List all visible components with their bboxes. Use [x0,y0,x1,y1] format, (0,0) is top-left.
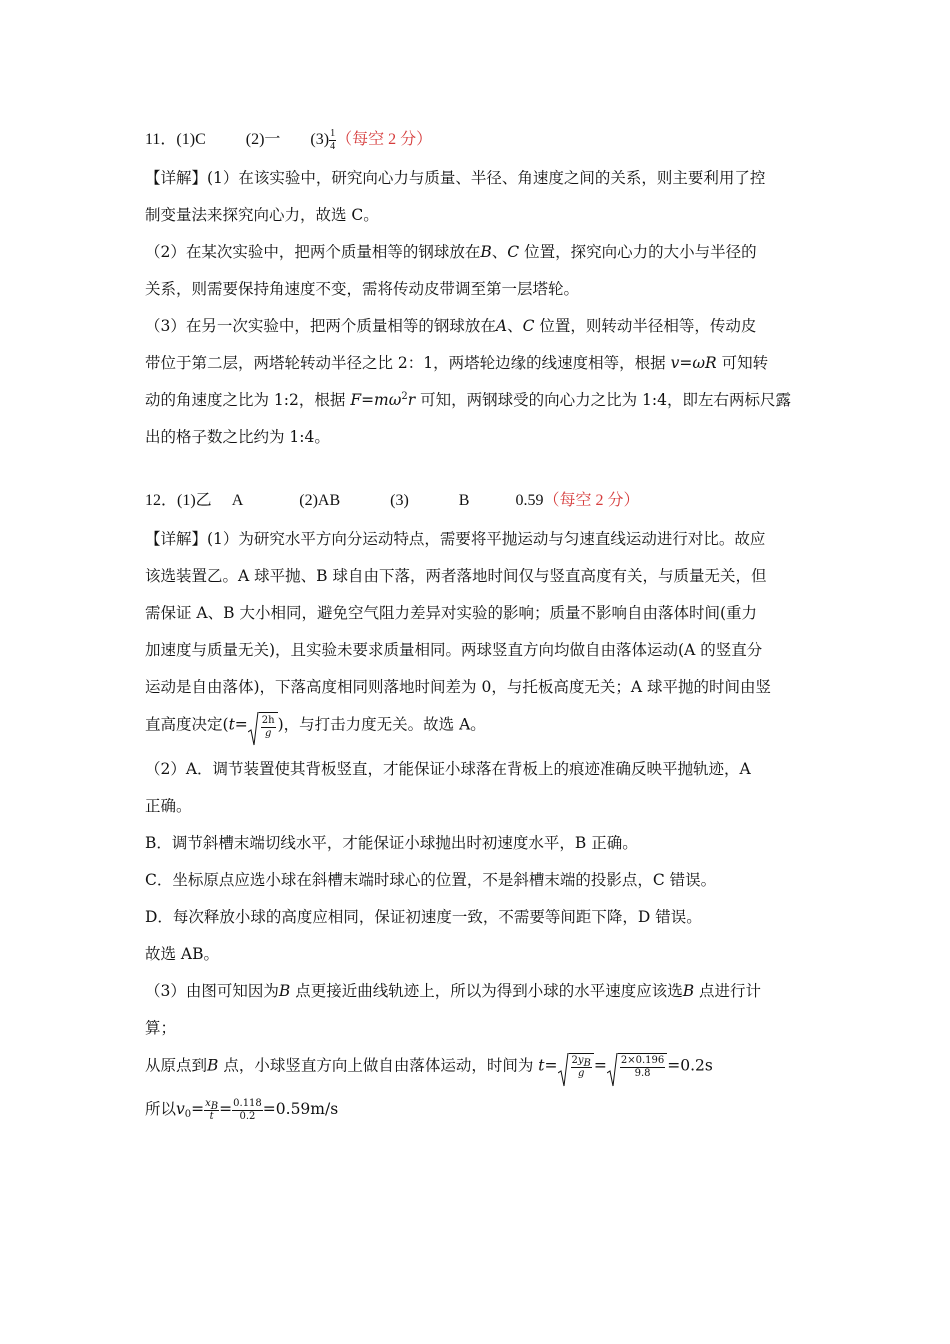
sqrt-2yb-over-g: $\frac{2y_B}{g}$ [558,1053,594,1080]
sqrt-numeric: $\frac{2\times 0.196}{9.8}$ [607,1053,667,1080]
q12-answer-3c: 0.59 [515,492,544,509]
q11-answer-line [145,128,813,152]
q11-explanation-3: （2）在某次实验中，把两个质量相等的钢球放在B、C 位置，探究向心力的大小与半径的 [145,243,757,261]
q11-explanation-1: 【详解】(1）在该实验中，研究向心力与质量、半径、角速度之间的关系，则主要利用了控 [145,169,766,187]
q12-explanation-5: 运动是自由落体)，下落高度相同则落地时间差为 0，与托板高度无关；A 球平抛的时间由竖 [145,678,771,696]
q11-explanation-8: 出的格子数之比约为 1:4。 [145,428,330,446]
q12-answer-1b: A [231,492,244,509]
formula-centripetal-force: F=mω [350,391,402,409]
q12-answer-3: (3) [390,492,409,509]
q12-answer-1: (1)乙 [177,492,212,509]
q12-answer-line [145,489,813,513]
q11-explanation-4: 关系，则需要保持角速度不变，需将传动皮带调至第一层塔轮。 [145,280,580,298]
q12-answer-3b: B [458,492,470,509]
q12-explanation-3: 需保证 A、B 大小相同，避免空气阻力差异对实验的影响；质量不影响自由落体时间(重力 [145,604,757,622]
q12-explanation-2: 该选装置乙。A 球平抛、B 球自由下落，两者落地时间仅与竖直高度有关，与质量无关，但 [145,567,767,585]
q12-explanation-14: 算； [145,1018,177,1037]
sqrt-2h-over-g: $\frac{2h}{g}$ [248,712,278,739]
q12-explanation-1: 【详解】(1）为研究水平方向分运动特点，需要将平抛运动与匀速直线运动进行对比。故应 [145,530,766,548]
q11-explanation-7: 动的角速度之比为 1:2，根据 $F=m\omega^2r$ 可知，两钢球受的向心力之比为 1:4，即左右两标尺露 [145,391,792,409]
q11-answer-3: (3) [310,131,330,148]
q12-time-formula: 从原点到B 点，小球竖直方向上做自由落体运动，时间为 t= $\frac{2y_B}{g}$ = $\frac{2\times 0.196}{9.8}$ =0.2s [145,1053,813,1080]
q12-conclusion: 故选 AB。 [145,944,220,963]
q12-explanation-4: 加速度与质量无关)，且实验未要求质量相同。两球竖直方向均做自由落体运动(A 的竖直分 [145,641,763,659]
q12-answer-2: (2)AB [299,492,341,509]
q11-explanation-2: 制变量法来探究向心力，故选 C。 [145,206,379,224]
q12-option-c: C．坐标原点应选小球在斜槽末端时球心的位置，不是斜槽末端的投影点，C 错误。 [145,870,717,889]
q12-explanation-8: 正确。 [145,796,192,815]
q11-explanation-6: 带位于第二层，两塔轮转动半径之比 2：1，两塔轮边缘的线速度相等，根据 v=ωR 可知转 [145,354,769,372]
answer-content [145,128,813,1135]
q11-answer-2: (2)一 [245,131,281,148]
fraction-one-quarter: $\frac{1}{4}$ [330,127,336,152]
formula-v-omega-r: v=ωR [670,354,717,372]
q11-number: 11． [145,131,177,148]
q11-score-note: （每空 2 分） [336,131,433,148]
q11-answer-1: (1)C [176,131,206,148]
q12-score-note: （每空 2 分） [543,492,640,509]
q12-option-d: D．每次释放小球的高度应相同，保证初速度一致，不需要等间距下降，D 错误。 [145,907,702,926]
q12-explanation-6: 直高度决定(t= $\frac{2h}{g}$ )，与打击力度无关。故选 A。 [145,712,813,739]
q11-explanation-5: （3）在另一次实验中，把两个质量相等的钢球放在A、C 位置，则转动半径相等，传动皮 [145,317,757,335]
q12-velocity-formula: 所以$v_0=$ $\frac{x_B}{t}$ = $\frac{0.118}{0.2}$ =0.59m/s [145,1097,339,1122]
q12-option-b: B．调节斜槽末端切线水平，才能保证小球抛出时初速度水平，B 正确。 [145,833,638,852]
q12-explanation-13: （3）由图可知因为B 点更接近曲线轨迹上，所以为得到小球的水平速度应该选B 点进行计 [145,981,762,1000]
q12-number: 12． [145,492,178,509]
q12-explanation-7: （2）A．调节装置使其背板竖直，才能保证小球落在背板上的痕迹准确反映平抛轨迹，A [145,759,751,778]
